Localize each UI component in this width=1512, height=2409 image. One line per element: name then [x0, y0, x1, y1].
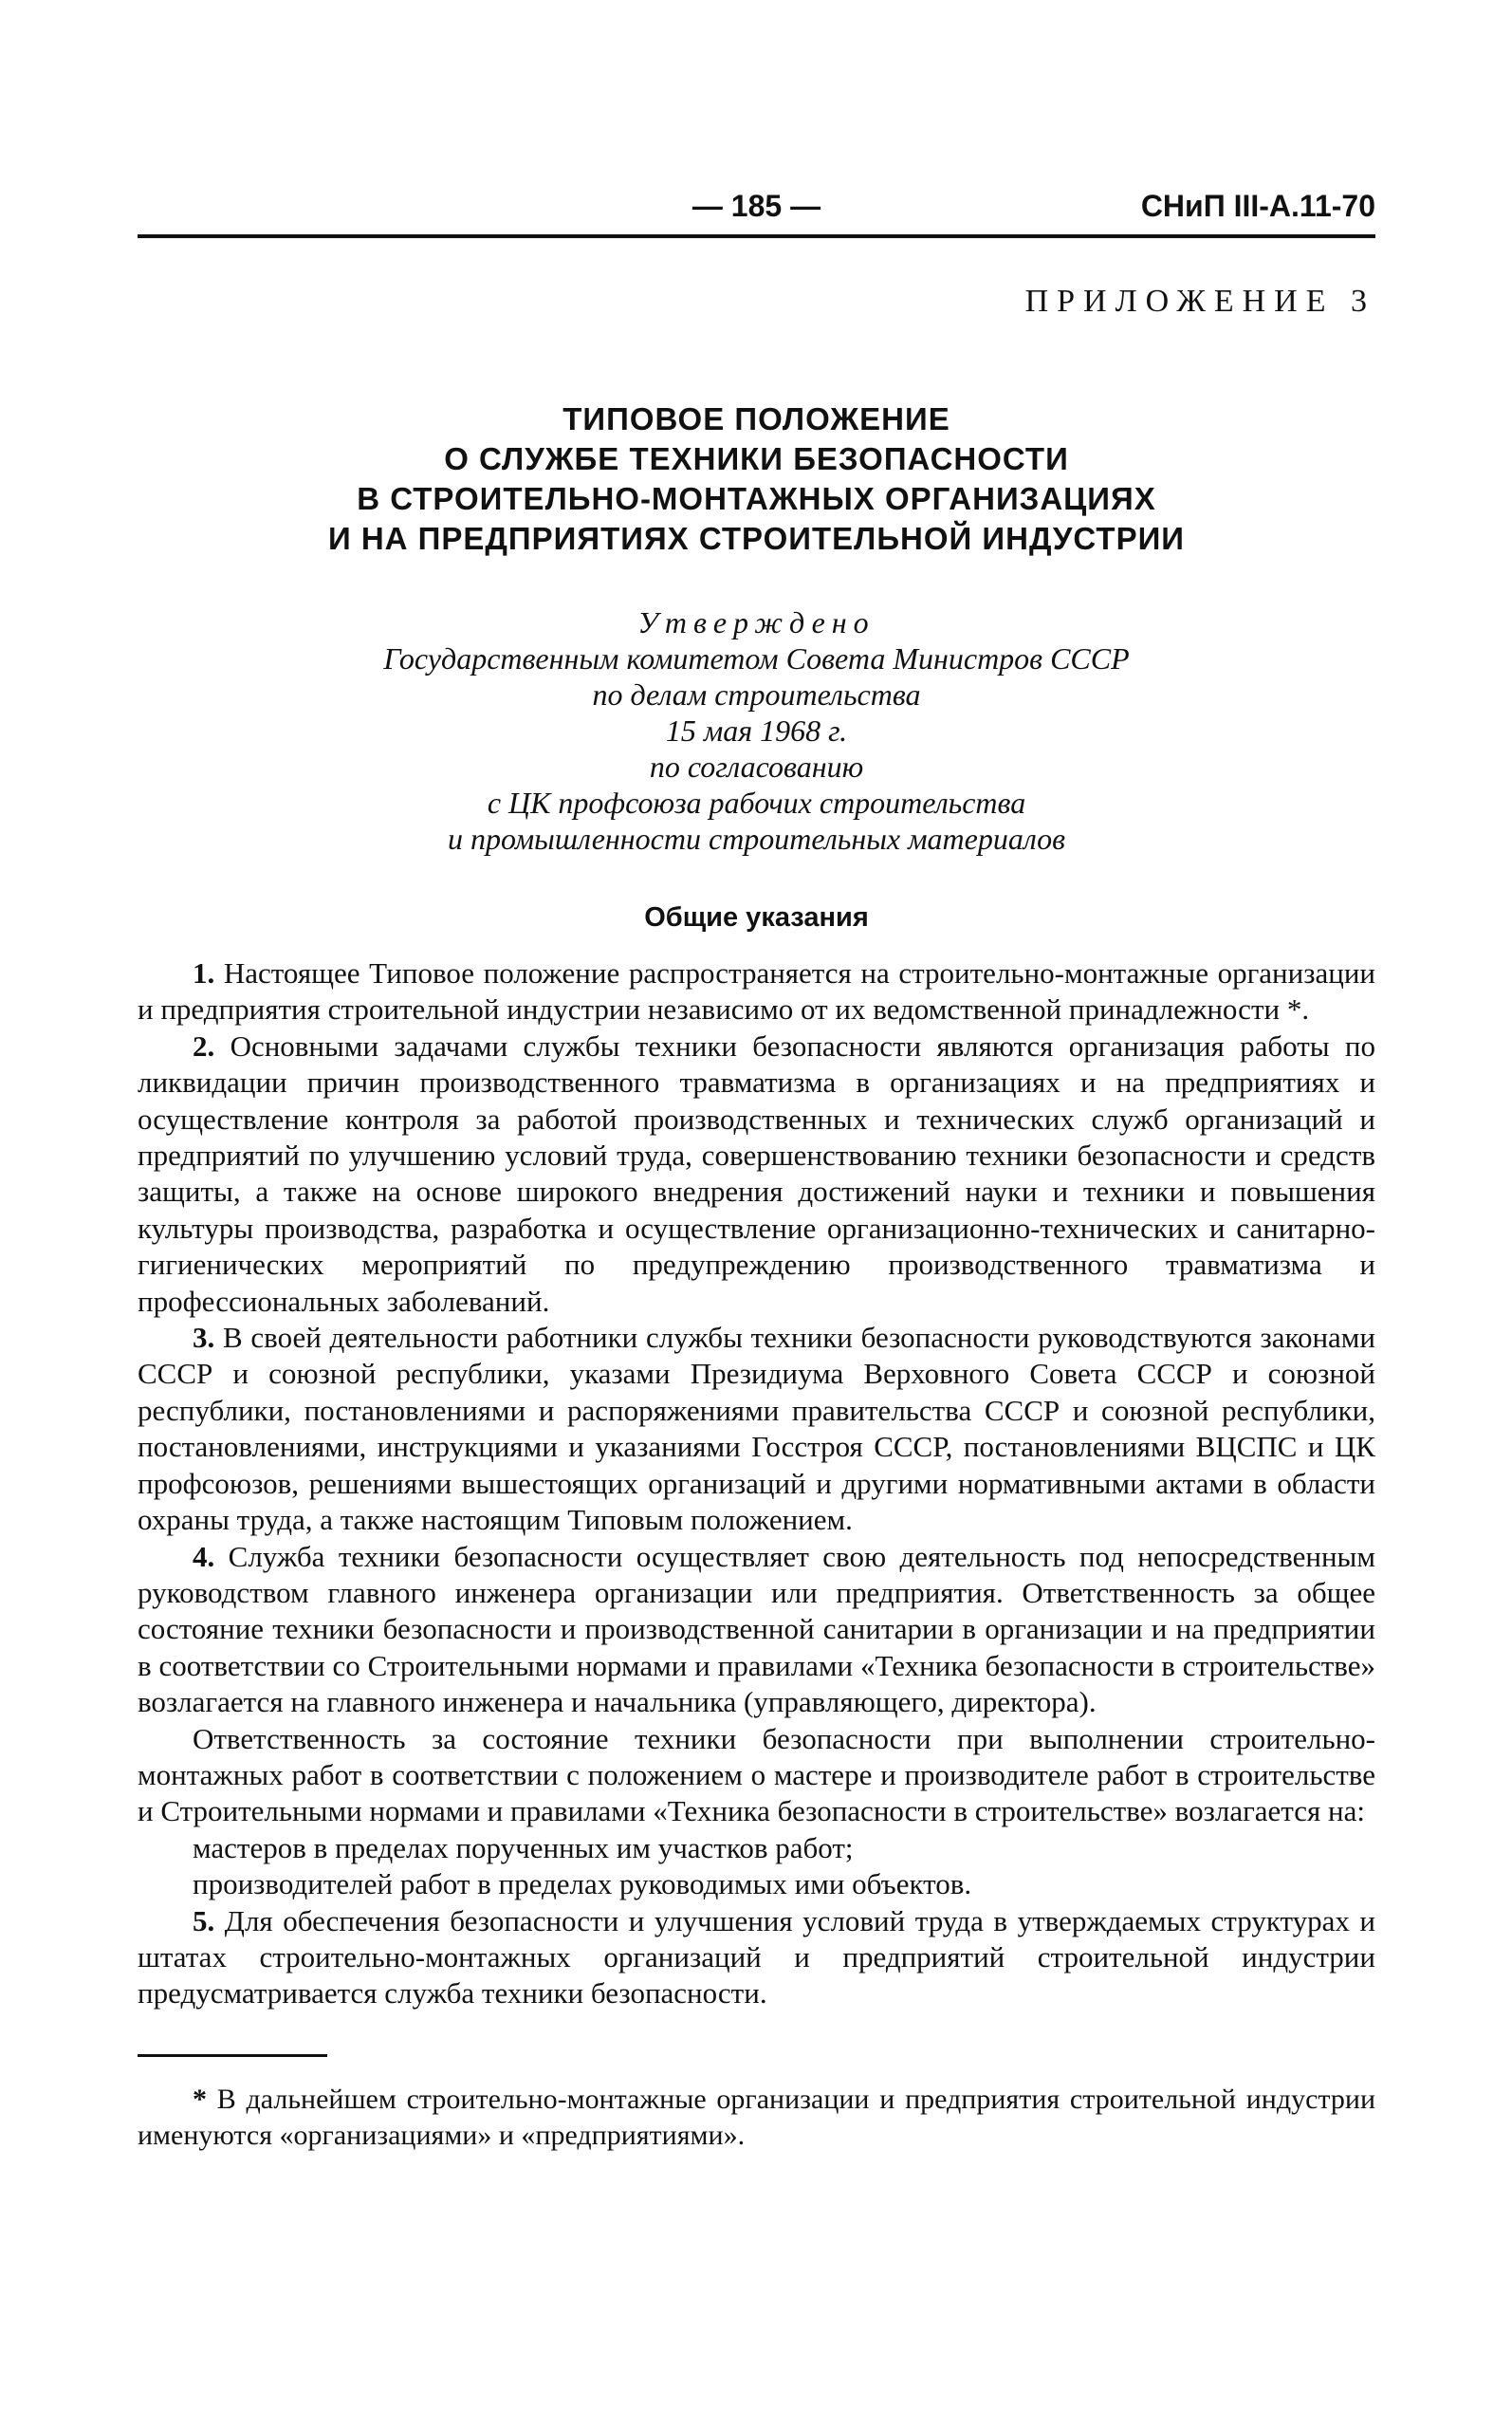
- paragraph-text: Ответственность за состояние техники безопасности при выполнении строительно-монтажных работ в соответствии с положением о мастере и производителе работ в строительстве и Строительными нормами и правилами «Техника безопасности в строительстве» возлагается на:: [138, 1721, 1375, 1828]
- paragraph: [138, 1539, 1375, 1721]
- title-line: ТИПОВОЕ ПОЛОЖЕНИЕ: [562, 401, 950, 436]
- header-rule: [138, 234, 1375, 238]
- paragraph-number: 2.: [193, 1028, 215, 1063]
- approval-line: по делам строительства: [592, 677, 921, 712]
- title-line: И НА ПРЕДПРИЯТИЯХ СТРОИТЕЛЬНОЙ ИНДУСТРИИ: [327, 521, 1186, 556]
- document-page: [138, 185, 1375, 2154]
- page-header: [138, 185, 1375, 242]
- paragraph-text: Для обеспечения безопасности и улучшения условий труда в утверждаемых структурах и штатах строительно-монтажных организаций и предприятий строительной индустрии предусматривается служба техники безопасности.: [138, 1903, 1376, 2011]
- footnote-mark: *: [193, 2083, 207, 2115]
- paragraph: [138, 1830, 1375, 1866]
- paragraph-number: 3.: [193, 1321, 215, 1355]
- page-number: — 185 —: [691, 189, 821, 223]
- approval-block: [138, 604, 1375, 857]
- paragraph-number: 1.: [193, 956, 215, 990]
- footnote-rule: [138, 2054, 327, 2057]
- paragraph: [138, 1721, 1375, 1830]
- paragraph-text: мастеров в пределах порученных им участков работ;: [193, 1830, 854, 1864]
- paragraph: [138, 1028, 1375, 1320]
- body-text: [138, 955, 1375, 2012]
- footnote-text: В дальнейшем строительно-монтажные организации и предприятия строительной индустрии именуются «организациями» и «предприятиями».: [138, 2083, 1376, 2151]
- paragraph: [138, 1320, 1375, 1538]
- paragraph-text: Служба техники безопасности осуществляет свою деятельность под непосредственным руководством главного инженера организации или предприятия. Ответственность за общее состояние техники безопасности и производственной санитарии в организации и на предприятии в соответствии со Строительными нормами и правилами «Техника безопасности в строительстве» возлагается на главного инженера и начальника (управляющего, директора).: [138, 1539, 1376, 1719]
- approval-line: 15 мая 1968 г.: [665, 713, 848, 748]
- document-code: СНиП III-А.11-70: [1140, 189, 1375, 223]
- paragraph-text: Настоящее Типовое положение распространяется на строительно-монтажные организации и предприятия строительной индустрии независимо от их ведомственной принадлежности *.: [138, 956, 1376, 1027]
- paragraph-number: 4.: [193, 1539, 215, 1573]
- approval-line: с ЦК профсоюза рабочих строительства: [487, 786, 1026, 820]
- document-title: [138, 399, 1375, 559]
- approval-line: и промышленности строительных материалов: [447, 822, 1066, 856]
- paragraph-text: Основными задачами службы техники безопасности являются организация работы по ликвидации причин производственного травматизма в организациях и на предприятиях и осуществление контроля за работой производственных и технических служб организаций и предприятий по улучшению условий труда, совершенствованию техники безопасности и средств защиты, а также на основе широкого внедрения достижений науки и техники и повышения культуры производства, разработка и осуществление организационно-технических и санитарно-гигиенических мероприятий по предупреждению производственного травматизма и профессиональных заболеваний.: [138, 1028, 1376, 1318]
- paragraph-text: производителей работ в пределах руководимых ими объектов.: [193, 1867, 972, 1901]
- footnote: [138, 2082, 1375, 2154]
- paragraph: [138, 1866, 1375, 1902]
- title-line: В СТРОИТЕЛЬНО-МОНТАЖНЫХ ОРГАНИЗАЦИЯХ: [357, 481, 1156, 516]
- paragraph-text: В своей деятельности работники службы техники безопасности руководствуются законами СССР и союзной республики, указами Президиума Верховного Совета СССР и союзной республики, постановлениями и распоряжениями правительства СССР и союзной республики, постановлениями, инструкциями и указаниями Госстроя СССР, постановлениями ВЦСПС и ЦК профсоюзов, решениями вышестоящих организаций и другими нормативными актами в области охраны труда, а также настоящим Типовым положением.: [138, 1321, 1375, 1537]
- appendix-label: ПРИЛОЖЕНИЕ 3: [1024, 284, 1375, 319]
- approval-line: по согласованию: [649, 750, 864, 784]
- paragraph: [138, 955, 1375, 1028]
- paragraph: [138, 1903, 1375, 2012]
- approval-line: Государственным комитетом Совета Министров СССР: [383, 641, 1130, 676]
- approval-heading: Утверждено: [637, 605, 876, 639]
- section-heading: Общие указания: [644, 902, 869, 933]
- title-line: О СЛУЖБЕ ТЕХНИКИ БЕЗОПАСНОСТИ: [444, 441, 1069, 476]
- paragraph-number: 5.: [193, 1903, 215, 1937]
